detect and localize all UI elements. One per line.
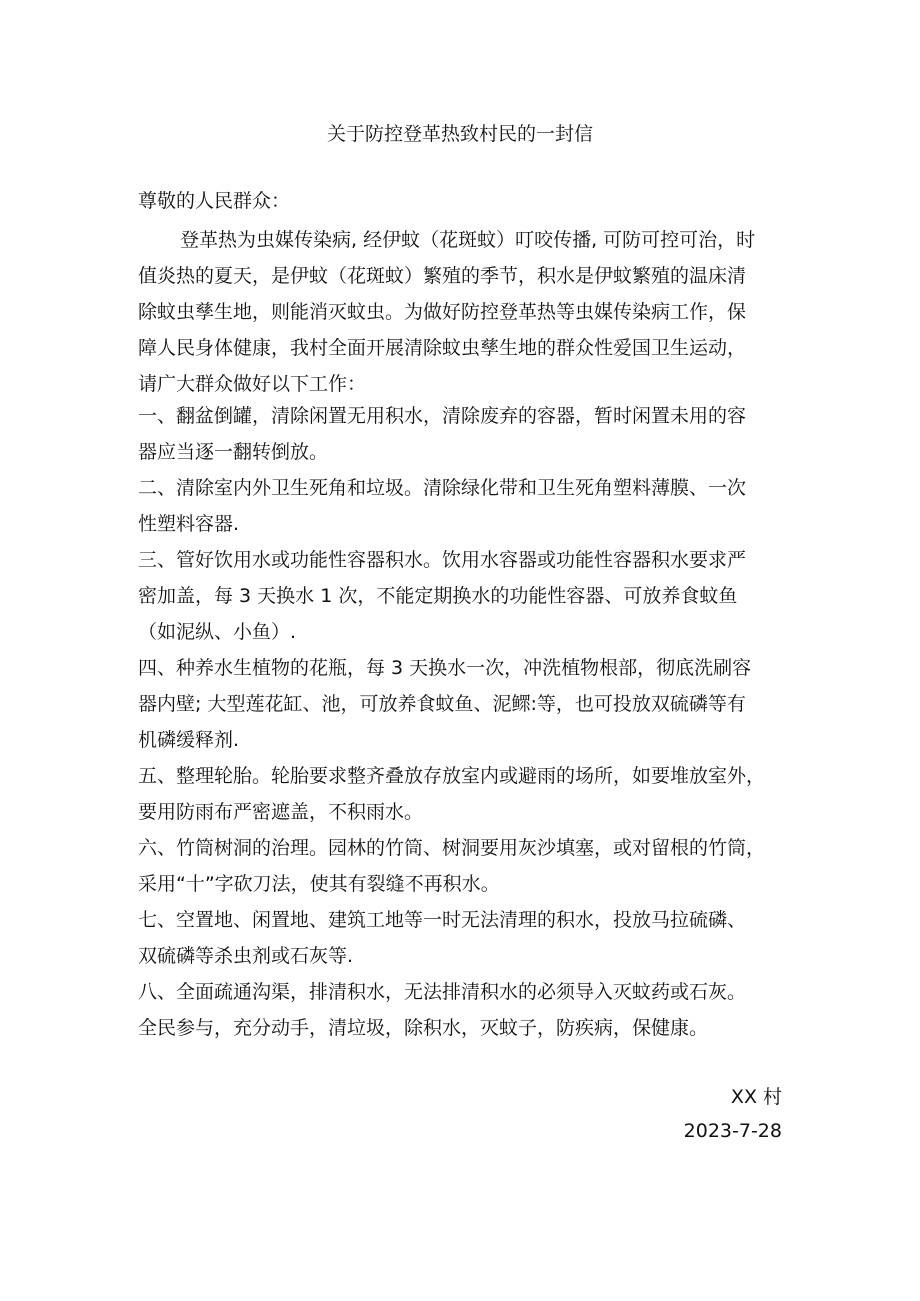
work-items-list	[138, 398, 788, 1046]
work-item-line: 采用“十”字砍刀法，使其有裂缝不再积水。	[138, 873, 500, 895]
sender-name: XX 村	[730, 1086, 782, 1108]
letter-title: 关于防控登革热致村民的一封信	[326, 123, 593, 145]
letter-date: 2023-7-28	[683, 1120, 782, 1142]
intro-line: 登革热为虫媒传染病, 经伊蚊（花斑蚊）叮咬传播, 可防可控可治，时	[180, 229, 756, 251]
salutation-line: 尊敬的人民群众：	[138, 190, 291, 212]
work-item-line: 三、管好饮用水或功能性容器积水。饮用水容器或功能性容器积水要求严	[138, 549, 747, 571]
work-item-line: 器内壁; 大型莲花缸、池，可放养食蚊鱼、泥鳏:等，也可投放双硫磷等有	[138, 693, 746, 715]
work-item-line: 密加盖，每 3 天换水 1 次，不能定期换水的功能性容器、可放养食蚊鱼	[138, 585, 738, 607]
intro-paragraph	[138, 222, 788, 402]
work-item-line: 双硫磷等杀虫剂或石灰等.	[138, 945, 354, 967]
intro-line: 障人民身体健康，我村全面开展清除蚊虫孳生地的群众性爱国卫生运动，	[138, 337, 747, 359]
work-item-line: 要用防雨布严密遮盖，不积雨水。	[138, 801, 424, 823]
work-item-line: 机磷缓释剂.	[138, 729, 240, 751]
work-item-line: 性塑料容器.	[138, 513, 240, 535]
work-item-line: 五、整理轮胎。轮胎要求整齐叠放存放室内或避雨的场所，如要堆放室外，	[138, 765, 766, 787]
work-item-line: 八、全面疏通沟渠，排清积水，无法排清积水的必须导入灭蚊药或石灰。	[138, 981, 747, 1003]
work-item-line: 四、种养水生植物的花瓶，每 3 天换水一次，冲洗植物根部，彻底洗刷容	[138, 657, 752, 679]
work-item-line: 六、竹筒树洞的治理。园林的竹筒、树洞要用灰沙填塞，或对留根的竹筒，	[138, 837, 766, 859]
salutation	[138, 183, 788, 219]
work-item-line: 一、翻盆倒罐，清除闲置无用积水，清除废弃的容器，暂时闲置未用的容	[138, 405, 747, 427]
intro-line: 请广大群众做好以下工作：	[138, 373, 367, 395]
signature-block	[684, 1080, 782, 1148]
work-item-line: 七、空置地、闲置地、建筑工地等一时无法清理的积水，投放马拉硫磷、	[138, 909, 747, 931]
intro-line: 除蚊虫孳生地，则能消灭蚊虫。为做好防控登革热等虫媒传染病工作，保	[138, 301, 747, 323]
work-item-line: 二、清除室内外卫生死角和垃圾。清除绿化带和卫生死角塑料薄膜、一次	[138, 477, 747, 499]
closing-line: 全民参与，充分动手，清垃圾，除积水，灭蚊子，防疾病，保健康。	[138, 1017, 709, 1039]
work-item-line: （如泥纵、小鱼）.	[138, 621, 297, 643]
work-item-line: 器应当逐一翻转倒放。	[138, 441, 329, 463]
intro-line: 值炎热的夏天，是伊蚊（花斑蚊）繁殖的季节，积水是伊蚊繁殖的温床清	[138, 265, 747, 287]
